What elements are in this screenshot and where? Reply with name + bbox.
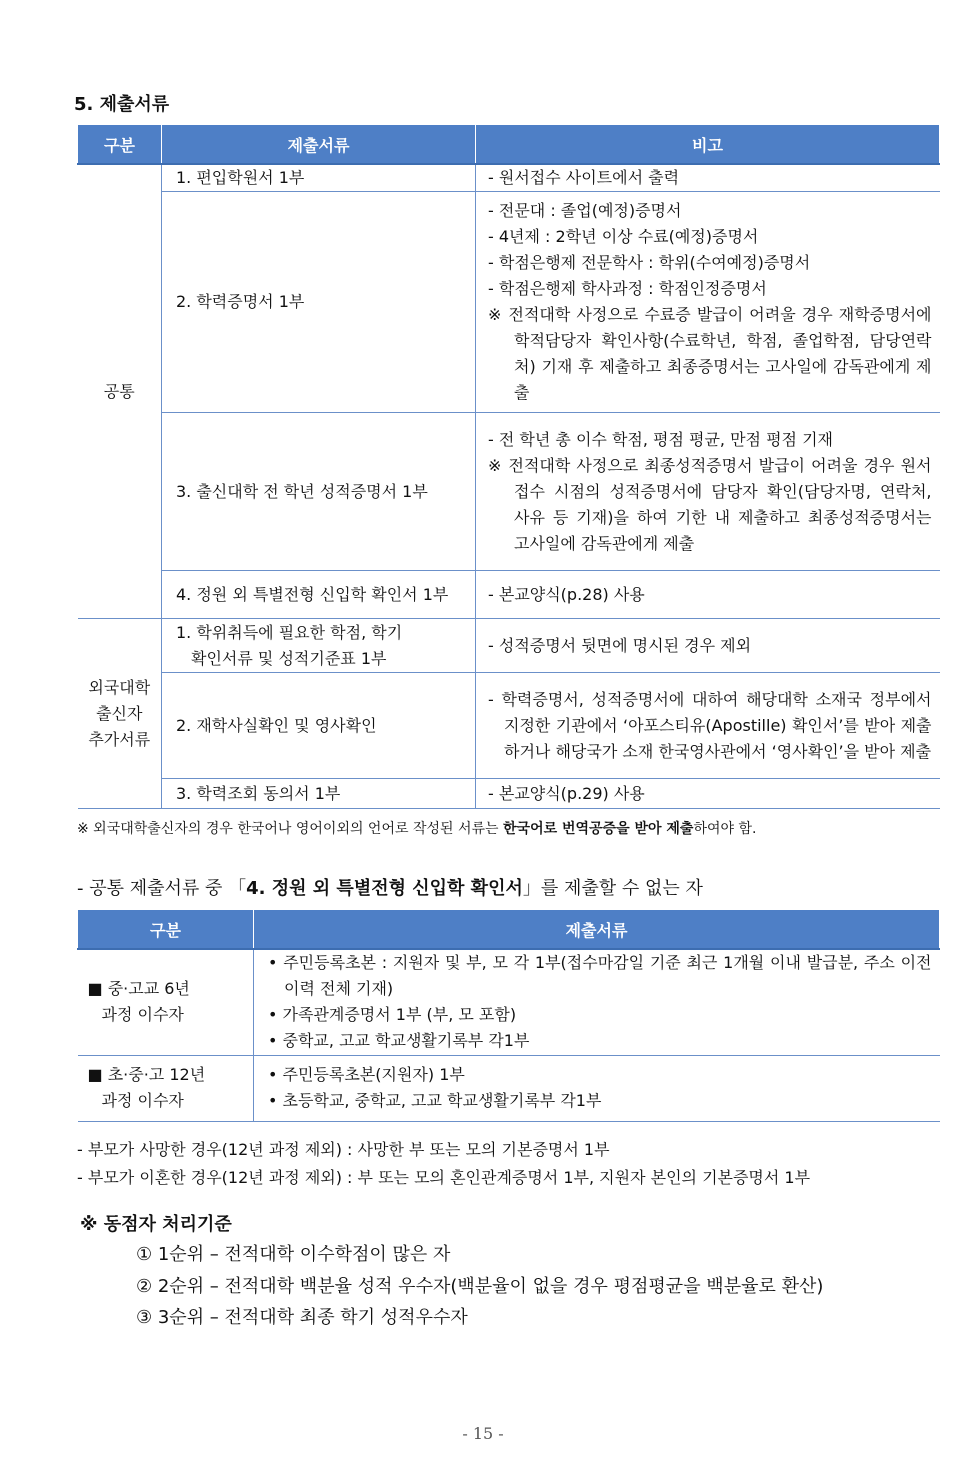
- table-row: [78, 949, 940, 1055]
- table-row: [78, 1055, 940, 1121]
- doc-cell: 1. 학위취득에 필요한 학점, 학기 확인서류 및 성적기준표 1부: [162, 619, 476, 673]
- category-foreign: 외국대학 출신자 추가서류: [78, 619, 162, 809]
- remark-cell: - 본교양식(p.28) 사용: [476, 571, 940, 619]
- category-12year: ■ 초·중·고 12년 과정 이수자: [78, 1055, 254, 1121]
- doc-cell: 3. 학력조회 동의서 1부: [162, 779, 476, 809]
- exception-subtitle: - 공통 제출서류 중 「4. 정원 외 특별전형 신입학 확인서」를 제출할 수 없는 자: [77, 878, 703, 899]
- foreign-translation-note: ※ 외국대학출신자의 경우 한국어나 영어이외의 언어로 작성된 서류는 한국어로 번역공증을 받아 제출하여야 함.: [77, 821, 757, 837]
- doc-cell: 2. 재학사실확인 및 영사확인: [162, 673, 476, 779]
- header-category: 구분: [78, 125, 162, 164]
- page-number: - 15 -: [462, 1424, 504, 1443]
- doc-cell: • 주민등록초본 : 지원자 및 부, 모 각 1부(접수마감일 기준 최근 1개월 이내 발급분, 주소 이전 이력 전체 기재) • 가족관계증명서 1부 (부, 모 포함) • 중학교, 고교 학교생활기록부 각1부: [254, 949, 940, 1055]
- remark-cell: - 성적증명서 뒷면에 명시된 경우 제외: [476, 619, 940, 673]
- remark-cell: - 전문대 : 졸업(예정)증명서 - 4년제 : 2학년 이상 수료(예정)증명서 - 학점은행제 전문학사 : 학위(수여예정)증명서 - 학점은행제 학사과정 : 학점인정증명서 ※ 전적대학 사정으로 수료증 발급이 어려울 경우 재학증명서에 학적담당자 확인사항(수료학년, 학점, 졸업학점, 담당연락처) 기재 후 제출하고 최종증명서는 고사일에 감독관에게 제출: [476, 192, 940, 413]
- submission-documents-table: [77, 125, 940, 809]
- remark-cell: - 본교양식(p.29) 사용: [476, 779, 940, 809]
- remark-cell: - 원서접수 사이트에서 출력: [476, 164, 940, 192]
- doc-cell: 2. 학력증명서 1부: [162, 192, 476, 413]
- remark-cell: - 전 학년 총 이수 학점, 평점 평균, 만점 평점 기재 ※ 전적대학 사정으로 최종성적증명서 발급이 어려울 경우 원서접수 시점의 성적증명서에 담당자 확인(담당자명, 연락처, 사유 등 기재)을 하여 기한 내 제출하고 최종성적증명서는 고사일에 감독관에게 제출: [476, 413, 940, 571]
- doc-cell: 3. 출신대학 전 학년 성적증명서 1부: [162, 413, 476, 571]
- doc-cell: • 주민등록초본(지원자) 1부 • 초등학교, 중학교, 고교 학교생활기록부 각1부: [254, 1055, 940, 1121]
- category-common: 공통: [78, 164, 162, 619]
- table-row: [78, 779, 940, 809]
- category-6year: ■ 중·고교 6년 과정 이수자: [78, 949, 254, 1055]
- exception-documents-table: [77, 910, 940, 1122]
- deceased-parent-line: - 부모가 사망한 경우(12년 과정 제외) : 사망한 부 또는 모의 기본증명서 1부: [77, 1140, 610, 1159]
- table-row: [78, 571, 940, 619]
- divorced-parent-line: - 부모가 이혼한 경우(12년 과정 제외) : 부 또는 모의 혼인관계증명서 1부, 지원자 본인의 기본증명서 1부: [77, 1168, 811, 1187]
- tiebreak-item-1: ① 1순위 – 전적대학 이수학점이 많은 자: [136, 1244, 451, 1265]
- header-category: 구분: [78, 910, 254, 949]
- table-row: [78, 413, 940, 571]
- remark-cell: - 학력증명서, 성적증명서에 대하여 해당대학 소재국 정부에서 지정한 기관에서 ‘아포스티유(Apostille) 확인서’를 받아 제출하거나 해당국가 소재 한국영사관에서 ‘영사확인’을 받아 제출: [476, 673, 940, 779]
- tiebreak-item-3: ③ 3순위 – 전적대학 최종 학기 성적우수자: [136, 1307, 468, 1328]
- header-documents: 제출서류: [162, 125, 476, 164]
- header-documents: 제출서류: [254, 910, 940, 949]
- table-row: [78, 619, 940, 673]
- table-row: [78, 164, 940, 192]
- tiebreak-title: ※ 동점자 처리기준: [80, 1214, 232, 1235]
- tiebreak-item-2: ② 2순위 – 전적대학 백분율 성적 우수자(백분율이 없을 경우 평점평균을 백분율로 환산): [136, 1276, 824, 1297]
- table-row: [78, 673, 940, 779]
- header-remarks: 비고: [476, 125, 940, 164]
- table-row: [78, 192, 940, 413]
- section-title: 5. 제출서류: [74, 94, 170, 115]
- doc-cell: 1. 편입학원서 1부: [162, 164, 476, 192]
- doc-cell: 4. 정원 외 특별전형 신입학 확인서 1부: [162, 571, 476, 619]
